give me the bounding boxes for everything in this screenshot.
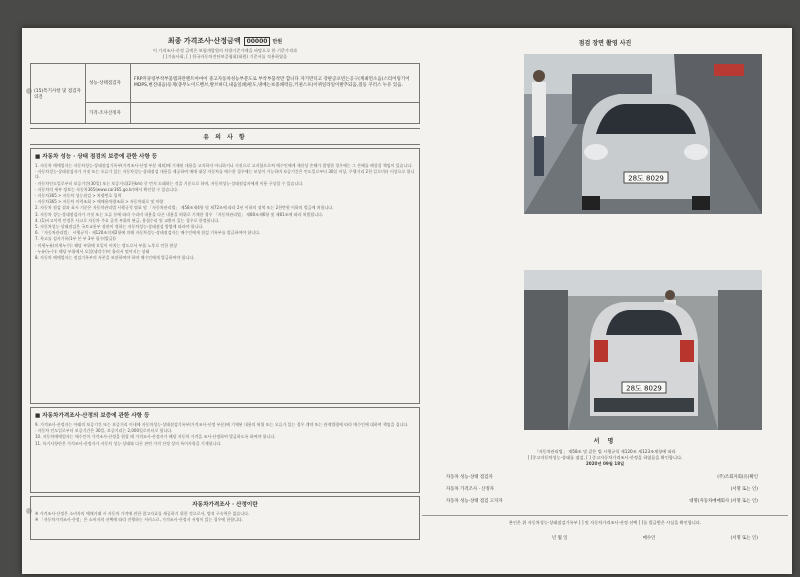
price-definition-box — [30, 496, 420, 540]
final-price-title: 최종 가격조사·산정금액 00000 만원 — [167, 37, 283, 45]
price-subtitle: 이 가격조사·산정 금액은 보험개발원의 차량기준가액을 바탕으로 한 기준가격과 [ ]기술사회, [ ] 한국자동차진단보증협회(회원) 기준서를 적용하였음 — [152, 48, 298, 59]
notice-paragraph: 9. 가격조사·산정자는 아래의 보증기간 또는 보증거리 이내에 자동차성능·상태점검기록부(가격조사·산정 부분)에 기재된 내용의 허위 또는 오류가 있는 경우 계약 또는 관계법령에 따라 매수인에 대하여 책임을 집니다. — [35, 422, 409, 427]
signature-statement: 「자동차관리법」 제58조 및 같은 법 시행규칙 제120조 제123조제항에 따라 — [534, 449, 676, 454]
notice-paragraph: 5. 자동차성능·상태점검은 국토교통부 장관이 정하는 자동차성능·상태점검 방법에 따라야 합니다. — [35, 224, 204, 230]
plate-number: 28도 8029 — [626, 384, 662, 393]
remarks-header: (15)특기사항 및 점검자 의견 — [31, 64, 86, 124]
notice-paragraph: 7. 특고를 검사기록(1부 본 부 3부 필수(발급)) — [35, 236, 116, 242]
notice-paragraph: 8. 자동차 매매업자는 점검기록부의 사본을 보관하여야 하며 매수인에게 발급하여야 합니다. — [35, 255, 195, 261]
appraiser-opinion — [131, 103, 420, 124]
car-rear-photo — [524, 270, 762, 430]
photo-section-title: 점검 장면 촬영 사진 — [578, 40, 632, 47]
notice-paragraph: 4. (1)시고이력 인정은 사고로 자동차 주요 골격 부위의 판금, 용접수리 및 교환이 있는 경우로 한정합니다. — [35, 217, 220, 223]
car-front-photo — [524, 54, 762, 214]
document-sheet — [22, 28, 792, 574]
notice-paragraph: · 자동차의 세부 정보는 자동차365(www.car365.go.kr)에서 확인할 수 있습니다. — [35, 186, 179, 192]
notice-paragraph: · 미세누유(미세누수): 해당 부위에 오일이 비치는 정도로서 부품 노후로 인한 현상 — [35, 242, 178, 248]
plate-number: 28도 8029 — [628, 174, 664, 183]
notice-paragraph: · 누유(누수): 해당 부위에서 오일(냉각수)이 흘러서 떨어지는 상태 — [35, 248, 150, 254]
inspection-warranty-title: ■ 자동차 성능 · 상태 점검의 보증에 관한 사항 등 — [35, 154, 158, 160]
definition-paragraph: ※ 가격조사·산정은 소비자의 매매거래 시 자동차 가격에 관한 참고자료를 제공하기 위한 것으로서, 법적 구속력은 없습니다. — [35, 511, 250, 516]
receipt-confirmation: 본인은 위 자동차성능·상태점검기록부 [ ] 및 자동차가격조사·산정 선택 [ ]를 발급받은 사실을 확인합니다. — [422, 515, 788, 526]
definition-paragraph: ※ 「자동차가격조사·산정」은 소비자의 선택에 따라 진행하는 서비스로, 가격조사·산정자 서명이 있는 경우에 한합니다. — [35, 517, 244, 523]
notice-paragraph: 3. 자동차 성능·상태점검자가 거짓 또는 오류 등에 따라 수리비 내용을 다른 내용을 허위로 기재한 경우 「자동차관리법」 제80조제6항 및 제81조에 따라 처벌됩니다. — [35, 211, 324, 217]
appraiser-label: 가격·조사산정자 — [86, 103, 131, 124]
inspection-warranty-box — [30, 148, 420, 404]
signature-row: 자동차 성능·상태 점검자 (주)조회자회(유)확인 — [446, 475, 758, 480]
signature-statement: [ ]중고자동차성능·상태를 점검, [ ] 중고자동차가격조사·산정을 하였음을 확인합니다. — [527, 455, 683, 460]
inspector-label: 성능·상태점검자 — [86, 64, 131, 103]
notice-paragraph: 10. 자동차매매업자는 매수인이 가격조사·산정을 원할 때 가격조사·산정자가 해당 자동차 가격을 조사·산정하여 발급하도록 하여야 합니다. — [35, 434, 276, 440]
notice-paragraph: · 자동차365 > 자동차 이력조회 > 매매용차량조회 > 자동차대로 및 차량 — [35, 199, 164, 205]
right-page — [422, 34, 788, 570]
notice-paragraph: · 자동차성능·상태점검자가 거짓 또는 오류가 있는 자동차성능·상태점검 내용을 제공하여 매매 대상 자동차를 매수한 경우에는 보상이 가능하며 보증기간은 인도일로부터 30일 이상, 주행거리 2천 킬로미터 이상으로 합니다. — [35, 169, 415, 180]
notice-paragraph: 6. 「자동차관리법」 시행규칙 · 제120조의제2항에 의해 자동차성능·상태점검자는 매수인에게 점검 기록부를 발급하여야 합니다. — [35, 230, 261, 236]
price-warranty-title: ■ 자동차가격조사·산정의 보증에 관한 사항 등 — [35, 413, 150, 419]
signature-section — [422, 436, 788, 544]
inspector-opinion: FRP커큐링부착부품엠파란렌트아마이 중고자동차성능부분도로 부착부품착만 합니다 자기반디고 강판공포빈는공구(계최면소음(스티어링기어 MDPS,변진내음)등게(충무노이드밴브,발브바디,내음일쇄)판도,냉베는보중쇄력들,키퀸스포(이퀴일라일이발추되움,점등 쿠러스 누유 있음. — [131, 64, 420, 103]
price-warranty-box — [30, 407, 420, 493]
signature-date: 2020년 09월 18일 — [585, 461, 625, 466]
notice-paragraph: 11. 특기사항란은 가격조사·산정자가 자동차 성능·상태와 다른 관련 가격 산정 상의 특이사항을 기재합니다. — [35, 440, 222, 446]
notice-paragraph: · 자동차인도일로부터 보증기간(30일) 또는 보증거리(2천km) 중 먼저 도래하는 것을 기준으로 하며, 자동차성능·상태점검자에게 이용 구상할 수 있습니다. — [35, 180, 304, 186]
inspection-photo-rear — [524, 270, 762, 430]
remarks-table — [30, 63, 420, 124]
price-stamp: 00000 — [244, 37, 271, 46]
notice-paragraph: · 자동차365 > 자동차 성능점검 > 차량번호 입력 — [35, 193, 122, 199]
inspection-photo-front — [524, 54, 762, 214]
notice-paragraph: 2. 자동차 점검 결과 표시 기준은 자동차관리법 시행규칙 별표 및 「자동차관리법」 제58조제4항 및 제72조에 따라 2년 이하의 징역 또는 2천만원 이하의 벌금에 처합니다. — [35, 205, 334, 211]
notice-paragraph: · 자동차 인도일로부터 보증기간은 30일, 보증거리는 2,000킬로미터로 합니다. — [35, 428, 173, 434]
notice-title: 유 의 사 항 — [30, 128, 420, 145]
receipt-signature: 년 월 일 매수인 (서명 또는 인) — [552, 536, 758, 541]
left-page — [30, 34, 420, 570]
signature-title: 서 명 — [593, 438, 617, 445]
signature-row: 자동차 가격조사 · 산정자 (서명 또는 인) — [446, 487, 758, 492]
signature-row: 자동차 성능·상태 점검 고지자 대명(자동차매매회사 (서명 또는 인) — [446, 499, 758, 504]
price-definition-title: 자동차가격조사 · 산정이란 — [192, 502, 258, 508]
notice-paragraph: 1. 자동차 매매업자는 자동차성능·상태점검기록부(가격조사·산정 부분 제외)에 기재된 내용을 고지하지 아니하거나 거짓으로 고지함으로써 매수인에게 재산상 손해가 발생한 경우에는 그 손해를 배상할 책임이 있습니다. — [35, 163, 413, 168]
